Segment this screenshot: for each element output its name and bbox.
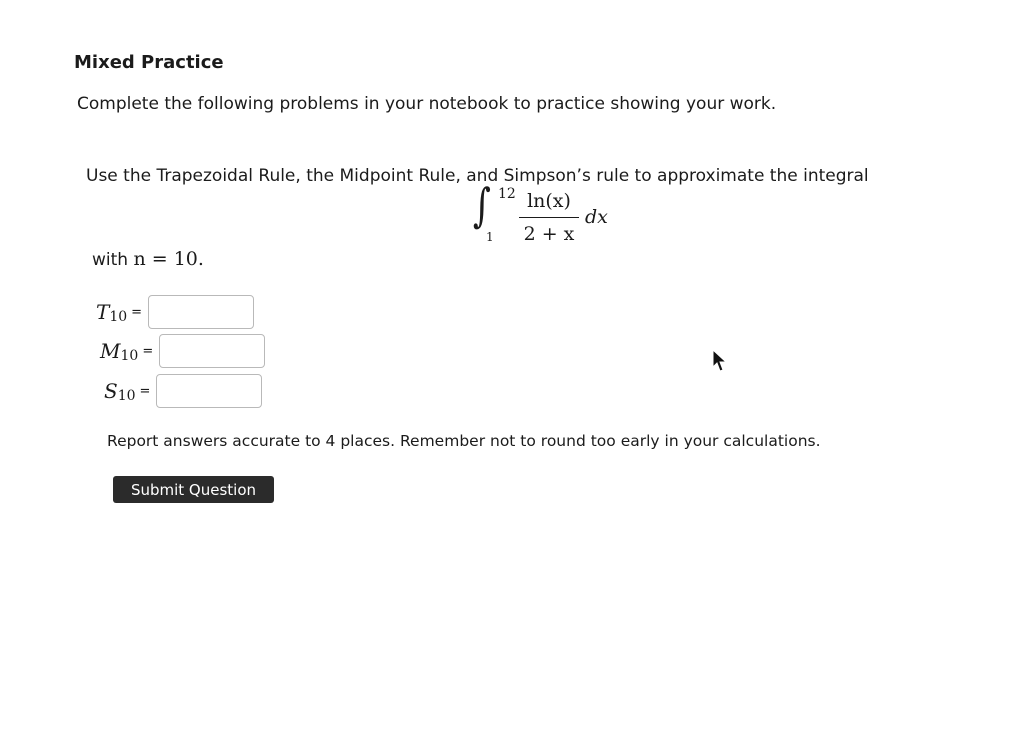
simpson-equals: = [139,383,151,399]
trapezoidal-subscript: 10 [109,309,128,325]
integral-expression [470,178,620,250]
midpoint-equals: = [142,343,154,359]
integral-lower-limit: 1 [486,230,494,244]
section-heading: Mixed Practice [74,52,224,73]
midpoint-subscript: 10 [120,348,139,364]
n-statement [92,248,204,270]
answer-row-trapezoidal [96,295,254,329]
trapezoidal-equals: = [131,304,143,320]
with-label: with [92,250,129,270]
simpson-answer-input[interactable] [156,374,262,408]
accuracy-note: Report answers accurate to 4 places. Remember not to round too early in your calculations. [107,432,821,450]
trapezoidal-answer-input[interactable] [148,295,254,329]
n-value: n = 10. [133,248,204,270]
midpoint-symbol: M [100,339,121,363]
question-prompt: Use the Trapezoidal Rule, the Midpoint Rule, and Simpson’s rule to approximate the integral [86,166,869,186]
trapezoidal-symbol: T [96,300,110,324]
fraction-bar [519,217,579,218]
mouse-pointer-icon [711,349,727,373]
integral-sign: ∫ [472,178,491,232]
integral-differential: dx [585,206,608,228]
submit-question-button[interactable]: Submit Question [113,476,274,503]
simpson-subscript: 10 [117,388,136,404]
answer-row-simpson [104,374,262,408]
midpoint-answer-input[interactable] [159,334,265,368]
instructions-text: Complete the following problems in your notebook to practice showing your work. [77,94,777,114]
answer-row-midpoint [100,334,265,368]
simpson-symbol: S [104,379,118,403]
integrand-denominator: 2 + x [523,223,575,245]
integrand-numerator: ln(x) [527,190,571,212]
integral-upper-limit: 12 [498,186,516,202]
